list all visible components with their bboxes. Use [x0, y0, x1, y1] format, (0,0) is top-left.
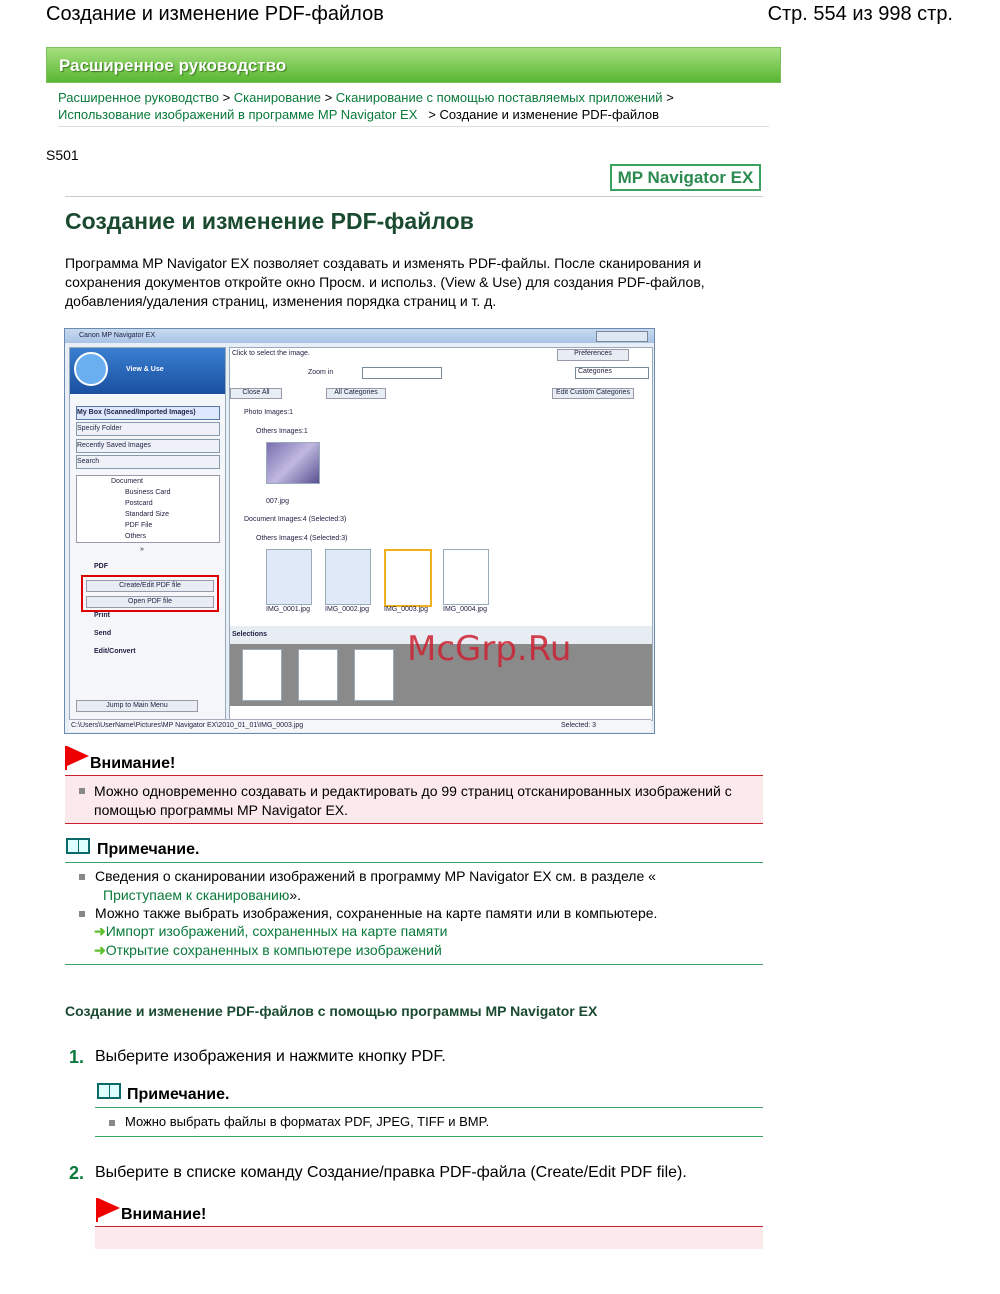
view-use-label: View & Use — [126, 366, 164, 373]
window-controls — [596, 331, 648, 342]
step-number: 2. — [69, 1163, 85, 1183]
breadcrumb-current: Создание и изменение PDF-файлов — [439, 107, 660, 122]
jump-main-menu-button[interactable]: Jump to Main Menu — [76, 700, 198, 712]
click-hint: Click to select the image. — [232, 350, 310, 357]
link-import-memory-card[interactable]: Импорт изображений, сохраненных на карте памяти — [105, 923, 448, 939]
window-titlebar — [65, 329, 654, 343]
nav-my-box[interactable]: My Box (Scanned/Imported Images) — [76, 406, 220, 420]
selected-thumbnail[interactable] — [242, 649, 282, 701]
caution-box — [95, 1226, 763, 1249]
action-send[interactable]: Send — [94, 630, 112, 637]
status-bar — [69, 719, 651, 732]
doc-thumbnail[interactable] — [384, 549, 432, 607]
status-selected: Selected: 3 — [561, 722, 597, 729]
doc-thumbnail[interactable] — [266, 549, 312, 605]
breadcrumb-link[interactable]: Сканирование с помощью поставляемых приложений — [335, 90, 663, 105]
watermark: McGrp.Ru — [407, 629, 572, 669]
doc-thumbnail[interactable] — [443, 549, 489, 605]
caution-item: Можно одновременно создавать и редактировать до 99 страниц отсканированных изображений с помощью программы MP Navigator EX. — [79, 782, 749, 820]
banner-label: Расширенное руководство — [59, 56, 287, 75]
selected-thumbnail[interactable] — [298, 649, 338, 701]
preferences-button[interactable]: Preferences — [557, 349, 629, 361]
caution-title: Внимание! — [121, 1206, 207, 1223]
action-edit-convert[interactable]: Edit/Convert — [94, 648, 136, 655]
doc-filename[interactable]: IMG_0004.jpg — [443, 606, 487, 613]
close-all-button[interactable]: Close All — [230, 388, 282, 399]
section-subheading: Создание и изменение PDF-файлов с помощью программы MP Navigator EX — [65, 1003, 598, 1019]
group-photo[interactable]: Photo Images:1 — [244, 409, 294, 416]
action-pdf[interactable]: PDF — [94, 563, 108, 570]
note-link-item — [94, 922, 447, 941]
expand-chevron-icon[interactable]: » — [140, 546, 144, 553]
nav-specify-folder[interactable]: Specify Folder — [76, 422, 220, 436]
note-link-item — [94, 941, 442, 960]
arrow-right-icon: ➜ — [94, 923, 106, 939]
note-book-icon — [97, 1083, 121, 1099]
divider — [58, 126, 769, 127]
navigator-icon — [74, 352, 108, 386]
note-divider — [95, 1136, 763, 1137]
highlight-box — [81, 575, 219, 612]
section-banner — [46, 47, 781, 83]
doc-filename[interactable]: IMG_0002.jpg — [325, 606, 369, 613]
header-title: Создание и изменение PDF-файлов — [46, 3, 384, 25]
doc-filename[interactable]: IMG_0003.jpg — [384, 606, 428, 613]
note-divider — [95, 1107, 763, 1108]
status-path: C:\Users\UserName\Pictures\MP Navigator EX\2010_01_01\IMG_0003.jpg — [71, 722, 304, 729]
categories-select[interactable]: Categories — [575, 367, 649, 379]
step-text: Выберите изображения и нажмите кнопку PDF. — [95, 1048, 446, 1065]
view-use-header — [70, 348, 225, 394]
note-item: Сведения о сканировании изображений в программу MP Navigator EX см. в разделе « Приступаем к сканированию». — [79, 867, 759, 905]
search-input[interactable] — [362, 367, 442, 379]
doc-filename[interactable]: IMG_0001.jpg — [266, 606, 310, 613]
all-categories-button[interactable]: All Categories — [326, 388, 386, 399]
edit-custom-categories-button[interactable]: Edit Custom Categories — [552, 388, 634, 399]
caution-box — [65, 775, 763, 824]
caution-flag-icon — [98, 1198, 120, 1218]
note-title: Примечание. — [97, 841, 200, 858]
app-screenshot — [64, 328, 655, 734]
group-photo-others[interactable]: Others Images:1 — [256, 428, 308, 435]
nav-recently-saved[interactable]: Recently Saved Images — [76, 439, 220, 453]
header-page-info: Стр. 554 из 998 стр. — [767, 3, 953, 25]
step-text: Выберите в списке команду Создание/правка PDF-файла (Create/Edit PDF file). — [95, 1164, 687, 1181]
note-divider — [65, 862, 763, 863]
breadcrumb-link[interactable]: Расширенное руководство — [58, 90, 219, 105]
zoom-in-label[interactable]: Zoom in — [308, 369, 334, 376]
caution-flag-icon — [67, 746, 89, 766]
note-item: Можно также выбрать изображения, сохраненные на карте памяти или в компьютере. — [79, 904, 759, 923]
nav-search[interactable]: Search — [76, 455, 220, 469]
selected-thumbnail[interactable] — [354, 649, 394, 701]
action-print[interactable]: Print — [94, 612, 110, 619]
note-item: Можно выбрать файлы в форматах PDF, JPEG, TIFF и BMP. — [109, 1112, 489, 1131]
step-number: 1. — [69, 1047, 85, 1067]
sidebar — [69, 347, 226, 721]
intro-paragraph: Программа MP Navigator EX позволяет создавать и изменять PDF-файлы. После сканирования и сохранения документов откройте окно Просм. и использ. (View & Use) для создания PDF-файлов, добавления/удаления страниц, изменения порядка страниц и т. д. — [65, 255, 705, 309]
create-edit-pdf-button[interactable]: Create/Edit PDF file — [86, 580, 214, 592]
photo-thumbnail[interactable] — [266, 442, 320, 484]
window-title: Canon MP Navigator EX — [79, 332, 156, 339]
breadcrumb: Расширенное руководство > Сканирование > Сканирование с помощью поставляемых приложений > Использование изображений в программе MP Navigator EX > Создание и изменение PDF-файлов — [58, 90, 674, 122]
selections-label: Selections — [232, 631, 268, 638]
folder-tree[interactable]: Document Business Card Postcard Standard Size PDF File Others — [76, 475, 220, 543]
product-logo: MP Navigator EX — [610, 164, 761, 191]
note-title: Примечание. — [127, 1086, 230, 1103]
link-open-saved-images[interactable]: Открытие сохраненных в компьютере изображений — [105, 942, 442, 958]
link-start-scanning[interactable]: Приступаем к сканированию — [103, 887, 290, 903]
doc-thumbnail[interactable] — [325, 549, 371, 605]
caution-title: Внимание! — [90, 755, 176, 772]
divider — [65, 196, 763, 197]
photo-filename[interactable]: 007.jpg — [266, 498, 289, 505]
breadcrumb-link[interactable]: Сканирование — [233, 90, 321, 105]
note-book-icon — [66, 838, 90, 854]
group-document-others[interactable]: Others Images:4 (Selected:3) — [256, 535, 348, 542]
topic-code: S501 — [46, 147, 79, 163]
open-pdf-button[interactable]: Open PDF file — [86, 596, 214, 608]
page-title: Создание и изменение PDF-файлов — [65, 208, 474, 234]
arrow-right-icon: ➜ — [94, 942, 106, 958]
group-document[interactable]: Document Images:4 (Selected:3) — [244, 516, 347, 523]
breadcrumb-link[interactable]: Использование изображений в программе MP Navigator EX — [58, 107, 418, 122]
note-divider — [65, 964, 763, 965]
